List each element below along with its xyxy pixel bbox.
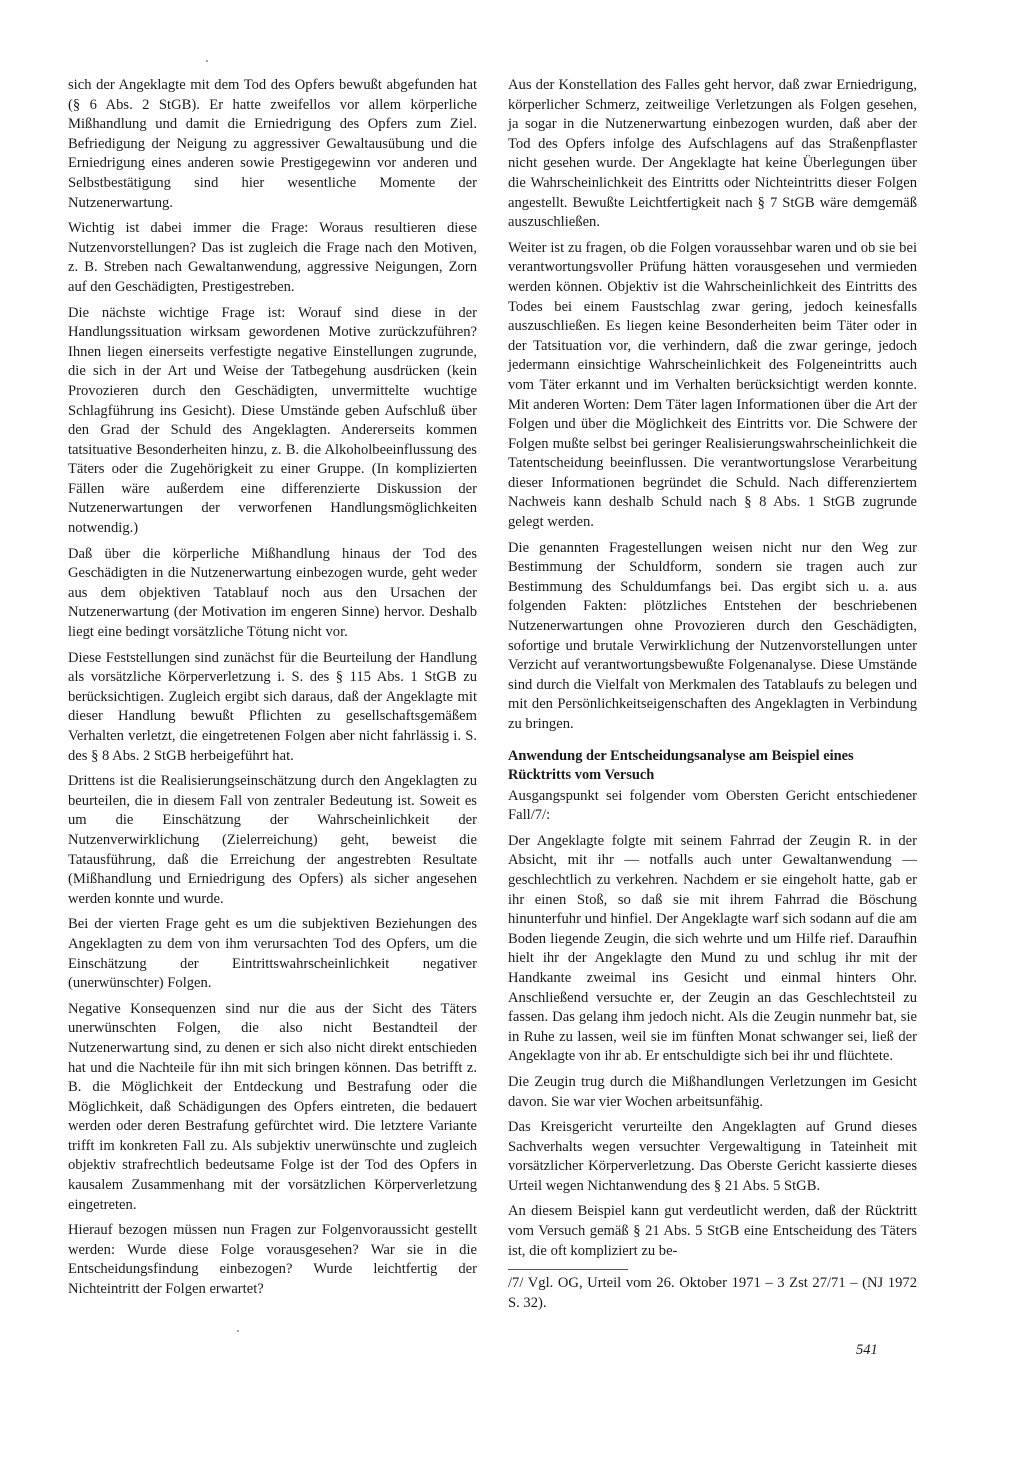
paragraph: Negative Konsequenzen sind nur die aus der Sicht des Täters unerwünschten Folgen, die also nicht Bestandteil der Nutzenerwartung sind, zu denen er sich also nicht direkt entschieden hat und die Nachteile für ihn mit sich bringen können. Das betrifft z. B. die Möglichkeit der Entdeckung und Bestrafung oder die Möglichkeit, daß Schädigungen des Opfers eintreten, die bedauert werden oder deren Bestrafung gefürchtet wird. Die letztere Variante trifft im konkreten Fall zu. Als subjektiv unerwünschte und zugleich objektiv strafrechtlich bedeutsame Folge ist der Tod des Opfers in kausalem Zusammenhang mit der vorsätzlichen Körperverletzung eingetreten. — [68, 1000, 477, 1213]
footnote-divider — [508, 1269, 628, 1270]
print-speck — [206, 60, 208, 62]
paragraph: Bei der vierten Frage geht es um die subjektiven Beziehungen des Angeklagten zu dem von ihm verursachten Tod des Opfers, um die Einschätzung der Eintrittswahrscheinlichkeit negativer (unerwünschter) Folgen. — [68, 916, 477, 992]
left-column — [68, 76, 477, 1306]
paragraph: Die genannten Fragestellungen weisen nicht nur den Weg zur Bestimmung der Schuldform, sondern sie tragen auch zur Bestimmung des Schuldumfangs bei. Das ergibt sich u. a. aus folgenden Fakten: plötzliches Entstehen der beschriebenen Nutzenerwartungen ohne Provozieren durch den Geschädigten, sofortige und brutale Verwirklichung der Nutzenvorstellungen unter Verzicht auf verantwortungsbewußte Folgenanalyse. Diese Umstände sind durch die Vielfalt von Merkmalen des Tatablaufs zu belegen und mit den Persönlichkeitseigenschaften des Angeklagten in Verbindung zu bringen. — [508, 539, 917, 732]
paragraph: An diesem Beispiel kann gut verdeutlicht werden, daß der Rücktritt vom Versuch gemäß § 21 Abs. 5 StGB eine Entscheidung des Täters ist, die oft kompliziert zu be- — [508, 1203, 917, 1259]
paragraph: Wichtig ist dabei immer die Frage: Woraus resultieren diese Nutzenvorstellungen? Das ist zugleich die Frage nach den Motiven, z. B. Streben nach Gewaltanwendung, aggressive Neigungen, Zorn auf den Geschädigten, Prestigestreben. — [68, 220, 477, 295]
paragraph: Diese Feststellungen sind zunächst für die Beurteilung der Handlung als vorsätzliche Körperverletzung i. S. des § 115 Abs. 1 StGB zu berücksichtigen. Zugleich ergibt sich daraus, daß der Angeklagte mit dieser Handlung bewußt Pflichten zu gesellschaftsgemäßem Verhalten verletzt, die eingetretenen Folgen aber nicht fahrlässig i. S. des § 8 Abs. 2 StGB herbeigeführt hat. — [68, 649, 477, 764]
section-heading: Anwendung der Entscheidungsanalyse am Beispiel eines Rücktritts vom Versuch — [508, 747, 854, 783]
paragraph: Das Kreisgericht verurteilte den Angeklagten auf Grund dieses Sachverhalts wegen versuchter Vergewaltigung in Tateinheit mit vorsätzlicher Körperverletzung. Das Oberste Gericht kassierte dieses Urteil wegen Nichtanwendung des § 21 Abs. 5 StGB. — [508, 1119, 917, 1194]
print-speck — [237, 1330, 239, 1332]
paragraph: sich der Angeklagte mit dem Tod des Opfers bewußt abgefunden hat (§ 6 Abs. 2 StGB). Er hatte zweifellos vor allem körperliche Mißhandlung und damit die Erniedrigung des Opfers zum Ziel. Befriedigung der Neigung zu aggressiver Gewaltausübung und die Erniedrigung eines anderen sowie Prestigegewinn vor anderen und Selbstbestätigung sind hier wesentliche Momente der Nutzenerwartung. — [68, 77, 477, 211]
right-column — [508, 76, 917, 1319]
page-number: 541 — [856, 1342, 878, 1358]
paragraph: Hierauf bezogen müssen nun Fragen zur Folgenvoraussicht gestellt werden: Wurde diese Folge vorausgesehen? War sie in die Entscheidungsfindung einbezogen? Wurde leichtfertig der Nichteintritt der Folgen erwartet? — [68, 1222, 477, 1298]
footnote: /7/ Vgl. OG, Urteil vom 26. Oktober 1971 – 3 Zst 27/71 – (NJ 1972 S. 32). — [508, 1275, 917, 1311]
paragraph: Daß über die körperliche Mißhandlung hinaus der Tod des Geschädigten in die Nutzenerwartung einbezogen wurde, geht weder aus dem objektiven Tatablauf noch aus den Ursachen der Nutzenerwartung (der Motivation im engeren Sinne) hervor. Deshalb liegt eine bedingt vorsätzliche Tötung nicht vor. — [68, 545, 477, 641]
paragraph: Weiter ist zu fragen, ob die Folgen voraussehbar waren und ob sie bei verantwortungsvoller Prüfung hätten vorausgesehen und vermieden werden können. Objektiv ist die Wahrscheinlichkeit des Eintritts des Todes bei einem Faustschlag zwar gering, jedoch keinesfalls auszuschließen. Es liegen keine Besonderheiten beim Täter oder in der Tatsituation vor, die verhindern, daß die zwar geringe, jedoch jedermann einsichtige Wahrscheinlichkeit des Folgeneintritts auch vom Täter erkannt und im Verhalten berücksichtigt werden konnte. Mit anderen Worten: Dem Täter lagen Informationen über die Art der Folgen und über die Möglichkeit des Eintritts vor. Die Schwere der Folgen mußte selbst bei geringer Realisierungswahrscheinlichkeit die Tatentscheidung beeinflussen. Die verantwortungslose Verarbeitung dieser Informationen begründet die Schuld. Nach differenziertem Nachweis kann deshalb Schuld nach § 8 Abs. 1 StGB zugrunde gelegt werden. — [508, 239, 917, 531]
paragraph: Der Angeklagte folgte mit seinem Fahrrad der Zeugin R. in der Absicht, mit ihr — notfalls auch unter Gewaltanwendung — geschlechtlich zu verkehren. Nachdem er sie eingeholt hatte, gab er ihr einen Stoß, so daß sie mit ihrem Fahrrad die Böschung hinunterfuhr und hinfiel. Der Angeklagte warf sich sodann auf die am Boden liegende Zeugin, die sich wehrte und um Hilfe rief. Daraufhin hielt ihr der Angeklagte den Mund zu und schlug ihr mit der Handkante zweimal ins Gesicht und einmal hinters Ohr. Anschließend versuchte er, der Zeugin an das Geschlechtsteil zu fassen. Das gelang ihm jedoch nicht. Als die Zeugin nunmehr bat, sie in Ruhe zu lassen, weil sie im fünften Monat schwanger sei, ließ der Angeklagte von ihr ab. Er entschuldigte sich bei ihr und flüchtete. — [508, 832, 917, 1065]
paragraph: Die Zeugin trug durch die Mißhandlungen Verletzungen im Gesicht davon. Sie war vier Wochen arbeitsunfähig. — [508, 1073, 917, 1110]
paragraph: Aus der Konstellation des Falles geht hervor, daß zwar Erniedrigung, körperlicher Schmerz, zeitweilige Verletzungen als Folgen gesehen, ja sogar in die Nutzenerwartung einbezogen wurden, daß aber der Tod des Opfers infolge des Aufschlagens auf das Straßenpflaster nicht gesehen wurde. Der Angeklagte hat keine Überlegungen über die Wahrscheinlichkeit des Eintritts oder Nichteintritts dieser Folgen angestellt. Bewußte Leichtfertigkeit nach § 7 StGB wäre demgemäß auszuschließen. — [508, 77, 917, 231]
paragraph: Ausgangspunkt sei folgender vom Obersten Gericht entschiedener Fall/7/: — [508, 787, 917, 824]
paragraph: Drittens ist die Realisierungseinschätzung durch den Angeklagten zu beurteilen, die in diesem Fall von zentraler Bedeutung ist. Soweit es um die Einschätzung der Wahrscheinlichkeit der Nutzenverwirklichung (Zielerreichung) geht, beweist die Tatausführung, daß die Erreichung der angestrebten Resultate (Mißhandlung und Erniedrigung des Opfers) als sicher angesehen werden konnte und wurde. — [68, 773, 477, 907]
paragraph: Die nächste wichtige Frage ist: Worauf sind diese in der Handlungssituation wirksam gewordenen Motive zurückzuführen? Ihnen liegen einerseits verfestigte negative Einstellungen zugrunde, die sich in der Art und Weise der Tatbegehung ausdrücken (kein Provozieren durch den Geschädigten, unvermittelte wuchtige Schlagführung ins Gesicht). Diese Umstände geben Aufschluß über den Grad der Schuld des Angeklagten. Andererseits kommen tatsituative Besonderheiten hinzu, z. B. die Alkoholbeeinflussung des Täters oder die Zugehörigkeit zu einer Gruppe. (In komplizierten Fällen wäre außerdem eine differenzierte Diskussion der Nutzenerwartungen der verworfenen Handlungsmöglichkeiten notwendig.) — [68, 304, 477, 537]
